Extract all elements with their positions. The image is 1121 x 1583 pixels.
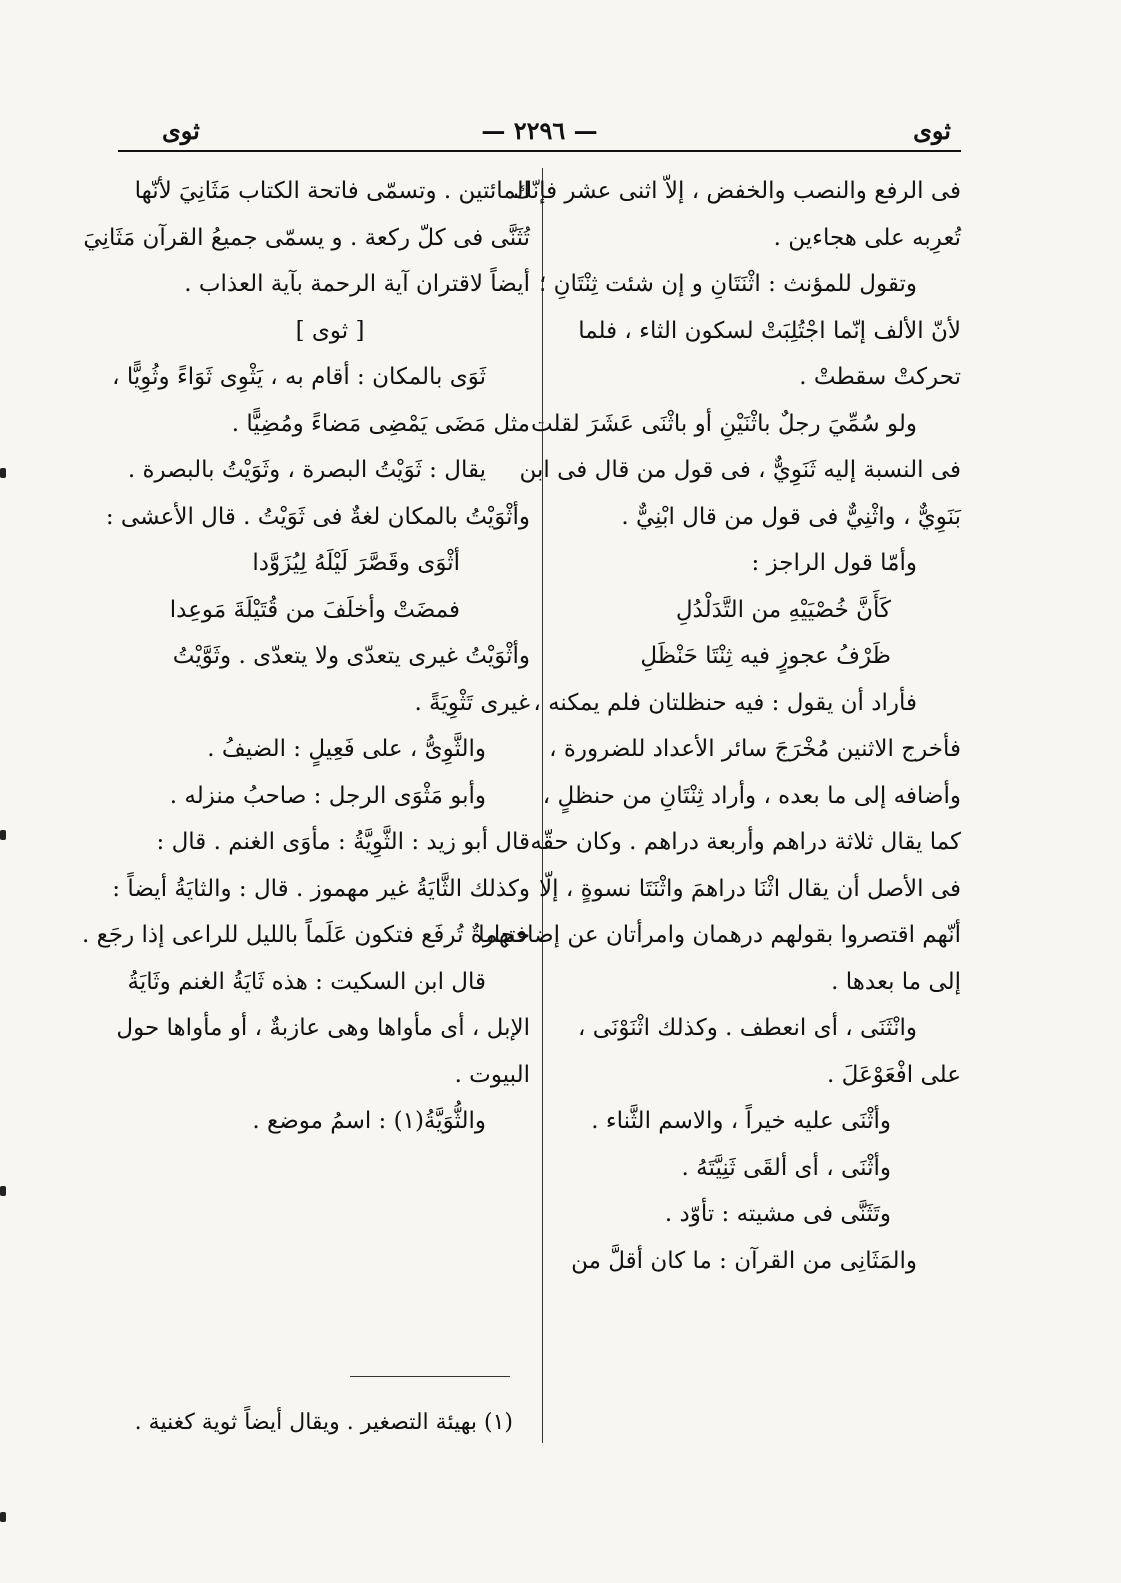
text-line: وأمّا قول الراجز : [751,550,917,576]
text-line: وانْثَنَى ، أى انعطف . وكذلك اثْنَوْنَى ، [578,1015,917,1041]
text-line: والثَّوِىُّ ، على فَعِيلٍ : الضيفُ . [207,736,486,762]
text-line: فأراد أن يقول : فيه حنظلتان فلم يمكنه ، [533,689,917,716]
page-header [118,110,961,152]
text-line: غيرى تَثْوِيَةً . [414,689,530,716]
text-line: أنّهم اقتصروا بقولهم درهمان وامرأتان عن إضافتهما [478,922,961,948]
text-line: وكذلك الثَّايَةُ غير مهموز . قال : والثايَةُ أيضاً : [112,875,530,902]
footnote: (١) بهيئة التصغير . ويقال أيضاً ثوية كغنية . [134,1410,513,1435]
text-line: وتقول للمؤنث : اثْنَتَانِ و إن شئت ثِنْتَانِ ؛ [538,271,917,297]
scan-edge-mark [0,1512,6,1522]
scan-edge-mark [0,468,6,478]
verse-line: أثْوَى وقَصَّرَ لَيْلَهُ لِيُزَوَّدا [252,550,460,576]
text-line: إلى ما بعدها . [831,968,961,995]
text-line: الإبل ، أى مأواها وهى عازبةٌ ، أو مأواها حول [116,1015,530,1041]
verse-line: ظَرْفُ عجوزٍ فيه ثِنْتَا حَنْظَلِ [640,643,891,669]
text-line: بَنَوِيٌّ ، واثْنِيٌّ فى قول من قال ابْنِيٌّ . [621,503,961,530]
text-line: فى النسبة إليه ثَنَوِيٌّ ، فى قول من قال فى ابن [519,457,961,483]
text-line: قال ابن السكيت : هذه ثَايَةُ الغنم وثَايَةُ [127,968,486,995]
text-line: لأنّ الألف إنّما اجْتُلِبَتْ لسكون الثاء ، فلما [578,317,961,344]
text-line: البيوت . [454,1061,530,1088]
text-line: تُثَنَّى فى كلّ ركعة . و يسمّى جميعُ القرآن مَثَانِيَ [83,224,530,251]
text-line: وأضافه إلى ما بعده ، وأراد ثِنْتَانِ من حنظلٍ ، [542,782,961,809]
text-line: قال أبو زيد : الثَّوِيَّةُ : مأوَى الغنم . قال : [156,829,530,855]
text-line: وأثْوَيْتُ بالمكان لغةٌ فى ثَوَيْتُ . قال الأعشى : [105,503,530,530]
text-line: كما يقال ثلاثة دراهم وأربعة دراهم . وكان حقّه [530,829,961,855]
entry-heading: [ ثوى ] [295,317,365,344]
text-line: حجارةٌ تُرفَع فتكون عَلَماً بالليل للراعى إذا رجَع . [82,922,530,948]
text-line: فى الرفع والنصب والخفض ، إلاّ اثنى عشر فإنّك [513,178,961,204]
text-line: والثُّوَيَّةُ(١) : اسمُ موضع . [252,1108,486,1134]
scan-edge-mark [0,1186,6,1196]
header-entry-word-left: ثوى [162,116,200,145]
scan-edge-mark [0,830,6,840]
text-line: مثل مَضَى يَمْضِى مَضاءً ومُضِيًّا . [231,410,530,437]
page-number: — ٢٢٩٦ — [481,116,598,145]
text-line: وأثْوَيْتُ غيرى يتعدّى ولا يتعدّى . وثَوَّيْتُ [172,643,530,669]
text-line: يقال : ثَوَيْتُ البصرة ، وثَوَيْتُ بالبصرة . [127,457,486,483]
text-line: ثَوَى بالمكان : أقام به ، يَثْوِى ثَوَاءً وثُوِيًّا ، [112,364,486,390]
text-line: ولو سُمِّيَ رجلٌ باثْنَيْنِ أو باثْنَى عَشَرَ لقلت [530,410,917,437]
verse-line: فمضَتْ وأخلَفَ من قُتَيْلَةَ مَوعِدا [169,596,460,623]
text-line: والمَثَانِى من القرآن : ما كان أقلَّ من [571,1247,917,1274]
text-line: وأبو مَثْوَى الرجل : صاحبُ منزله . [169,782,486,809]
footnote-divider [350,1376,510,1377]
text-line: أيضاً لاقتران آية الرحمة بآية العذاب . [184,271,530,297]
text-line: تُعرِبه على هجاءين . [773,224,961,251]
text-line: على افْعَوْعَلَ . [827,1061,961,1088]
text-line: وأثْنَى ، أى ألقَى ثَنِيَّتَهُ . [681,1154,891,1181]
text-line: المائتين . وتسمّى فاتحة الكتاب مَثَانِيَ لأنّها [134,178,530,204]
text-line: تحركتْ سقطتْ . [799,364,961,390]
text-line: وأثْنَى عليه خيراً ، والاسم الثَّناء . [591,1108,891,1134]
text-line: فأخرج الاثنين مُخْرَجَ سائر الأعداد للضرورة ، [549,736,961,762]
left-column [82,168,530,1145]
text-line: فى الأصل أن يقال اثْنَا دراهمَ واثْنَتَا نسوةٍ ، إلّا [539,875,961,902]
verse-line: كَأَنَّ خُصْيَيْهِ من التَّدَلْدُلِ [675,596,891,623]
header-entry-word-right: ثوى [913,116,951,145]
text-line: وتَثَنَّى فى مشيته : تأوّد . [664,1201,891,1227]
